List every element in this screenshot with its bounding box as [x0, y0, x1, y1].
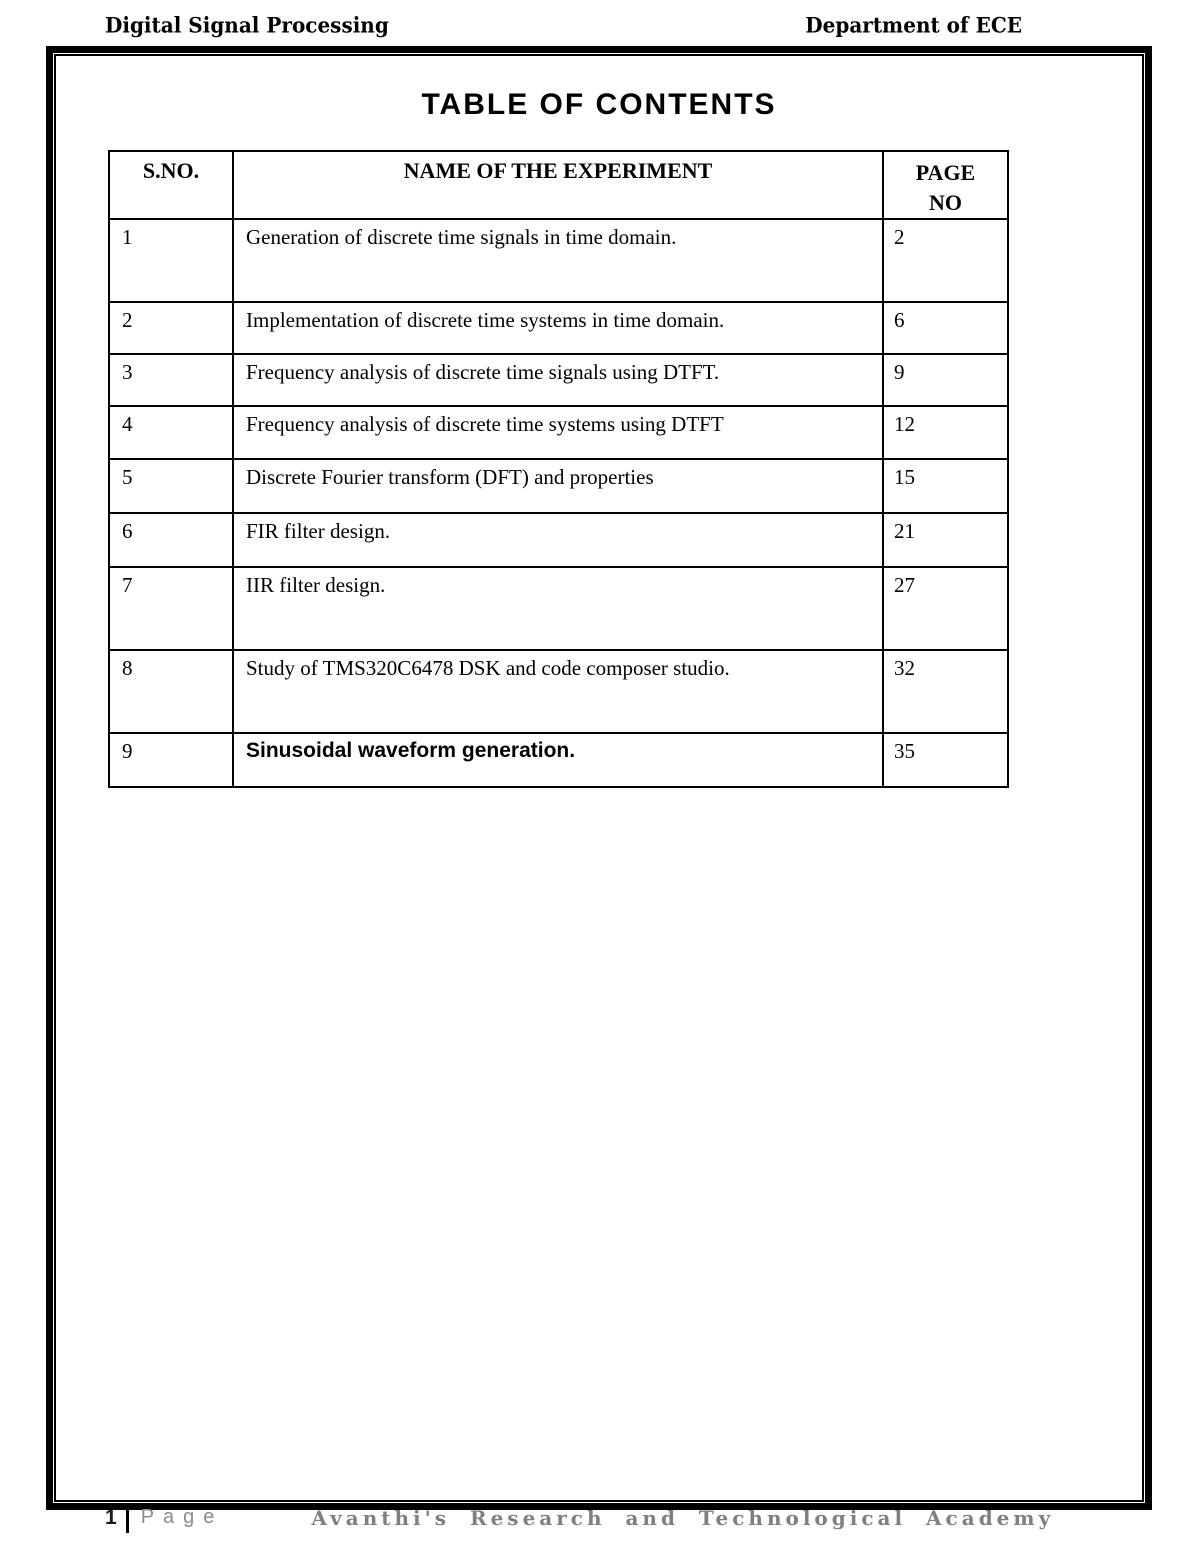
table-row [109, 459, 1008, 513]
row-sno: 2 [109, 302, 233, 354]
table-row [109, 733, 1008, 787]
footer-page-number: 1 [105, 1506, 117, 1529]
footer-separator-bar [126, 1505, 129, 1533]
col-header-name: NAME OF THE EXPERIMENT [233, 151, 883, 219]
table-header-row [109, 151, 1008, 219]
row-page-no: 21 [883, 513, 1008, 567]
row-page-no: 6 [883, 302, 1008, 354]
col-header-page-line1: PAGE [915, 160, 976, 185]
row-experiment-name: Sinusoidal waveform generation. [233, 733, 883, 787]
page-footer [105, 1506, 1054, 1533]
row-sno: 8 [109, 650, 233, 733]
col-header-page [883, 151, 1008, 219]
row-sno: 7 [109, 567, 233, 650]
table-row [109, 302, 1008, 354]
row-experiment-name: Study of TMS320C6478 DSK and code composer studio. [233, 650, 883, 733]
row-page-no: 27 [883, 567, 1008, 650]
row-page-no: 15 [883, 459, 1008, 513]
row-sno: 1 [109, 219, 233, 302]
row-experiment-name: Implementation of discrete time systems in time domain. [233, 302, 883, 354]
footer-institution: Avanthi's Research and Technological Academy [311, 1506, 1055, 1530]
footer-page-label: Page [140, 1506, 224, 1528]
table-row [109, 406, 1008, 459]
table-row [109, 650, 1008, 733]
row-sno: 4 [109, 406, 233, 459]
table-row [109, 219, 1008, 302]
col-header-sno: S.NO. [109, 151, 233, 219]
table-row [109, 567, 1008, 650]
header-department: Department of ECE [805, 12, 1022, 38]
row-sno: 5 [109, 459, 233, 513]
running-header [105, 13, 1022, 37]
row-page-no: 32 [883, 650, 1008, 733]
row-experiment-name: Generation of discrete time signals in time domain. [233, 219, 883, 302]
header-doc-title: Digital Signal Processing [105, 12, 389, 38]
row-experiment-name: Discrete Fourier transform (DFT) and properties [233, 459, 883, 513]
col-header-page-line2: NO [929, 190, 962, 215]
row-page-no: 35 [883, 733, 1008, 787]
row-sno: 6 [109, 513, 233, 567]
row-sno: 3 [109, 354, 233, 406]
row-page-no: 9 [883, 354, 1008, 406]
table-row [109, 354, 1008, 406]
row-experiment-name: Frequency analysis of discrete time signals using DTFT. [233, 354, 883, 406]
row-experiment-name: Frequency analysis of discrete time systems using DTFT [233, 406, 883, 459]
row-sno: 9 [109, 733, 233, 787]
row-experiment-name: FIR filter design. [233, 513, 883, 567]
toc-title: TABLE OF CONTENTS [421, 88, 777, 121]
toc-table [108, 150, 1009, 788]
row-page-no: 2 [883, 219, 1008, 302]
row-page-no: 12 [883, 406, 1008, 459]
table-row [109, 513, 1008, 567]
row-experiment-name: IIR filter design. [233, 567, 883, 650]
